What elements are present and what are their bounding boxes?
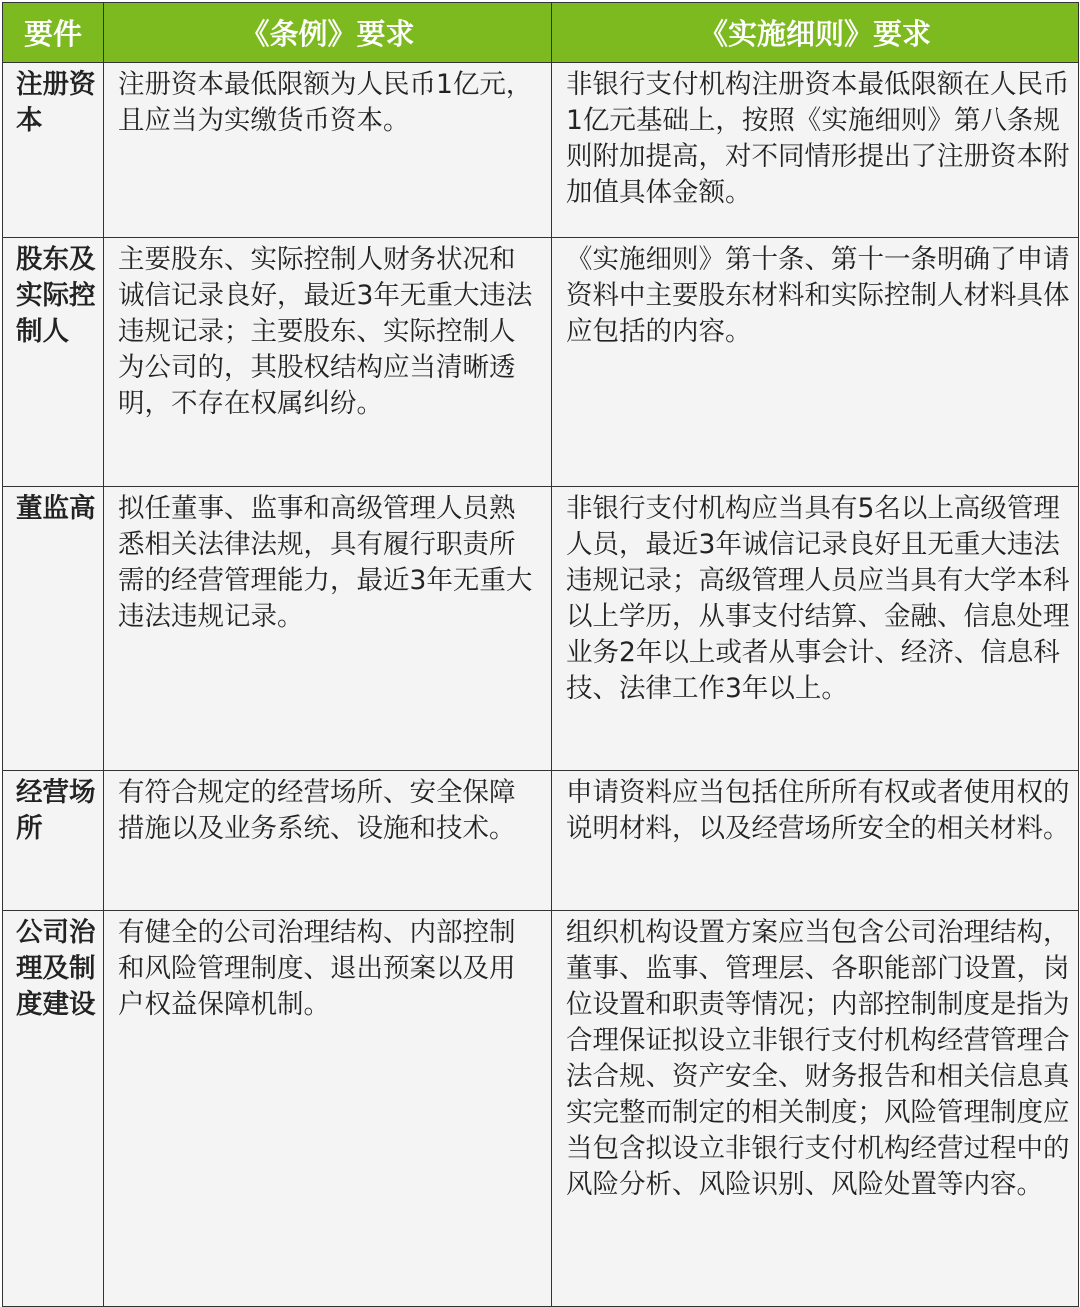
implementation-requirement: 组织机构设置方案应当包含公司治理结构，董事、监事、管理层、各职能部门设置，岗位设置和职责等情况；内部控制制度是指为合理保证拟设立非银行支付机构经营管理合法合规、资产安全、财务报告和相关信息真实完整而制定的相关制度；风险管理制度应当包含拟设立非银行支付机构经营过程中的风险分析、风险识别、风险处置等内容。 xyxy=(552,911,1079,1307)
table-body xyxy=(3,63,1079,1307)
header-requirement: 要件 xyxy=(3,3,104,63)
table-row xyxy=(3,771,1079,911)
table-header xyxy=(3,3,1079,63)
requirements-table xyxy=(2,2,1079,1307)
requirement-name: 经营场所 xyxy=(3,771,104,911)
table-row xyxy=(3,487,1079,771)
header-implementation-rules: 《实施细则》要求 xyxy=(552,3,1079,63)
table-row xyxy=(3,911,1079,1307)
regulation-requirement: 有符合规定的经营场所、安全保障措施以及业务系统、设施和技术。 xyxy=(104,771,552,911)
implementation-requirement: 非银行支付机构应当具有5名以上高级管理人员，最近3年诚信记录良好且无重大违法违规记录；高级管理人员应当具有大学本科以上学历，从事支付结算、金融、信息处理业务2年以上或者从事会计、经济、信息科技、法律工作3年以上。 xyxy=(552,487,1079,771)
header-row xyxy=(3,3,1079,63)
table-row xyxy=(3,63,1079,238)
requirement-name: 股东及实际控制人 xyxy=(3,238,104,487)
regulation-requirement: 主要股东、实际控制人财务状况和诚信记录良好，最近3年无重大违法违规记录；主要股东、实际控制人为公司的，其股权结构应当清晰透明，不存在权属纠纷。 xyxy=(104,238,552,487)
implementation-requirement: 申请资料应当包括住所所有权或者使用权的说明材料，以及经营场所安全的相关材料。 xyxy=(552,771,1079,911)
requirement-name: 公司治理及制度建设 xyxy=(3,911,104,1307)
regulation-requirement: 注册资本最低限额为人民币1亿元，且应当为实缴货币资本。 xyxy=(104,63,552,238)
table-row xyxy=(3,238,1079,487)
regulation-requirement: 有健全的公司治理结构、内部控制和风险管理制度、退出预案以及用户权益保障机制。 xyxy=(104,911,552,1307)
requirement-name: 董监高 xyxy=(3,487,104,771)
requirement-name: 注册资本 xyxy=(3,63,104,238)
implementation-requirement: 非银行支付机构注册资本最低限额在人民币1亿元基础上，按照《实施细则》第八条规则附加提高，对不同情形提出了注册资本附加值具体金额。 xyxy=(552,63,1079,238)
header-regulation: 《条例》要求 xyxy=(104,3,552,63)
implementation-requirement: 《实施细则》第十条、第十一条明确了申请资料中主要股东材料和实际控制人材料具体应包括的内容。 xyxy=(552,238,1079,487)
regulation-requirement: 拟任董事、监事和高级管理人员熟悉相关法律法规，具有履行职责所需的经营管理能力，最近3年无重大违法违规记录。 xyxy=(104,487,552,771)
